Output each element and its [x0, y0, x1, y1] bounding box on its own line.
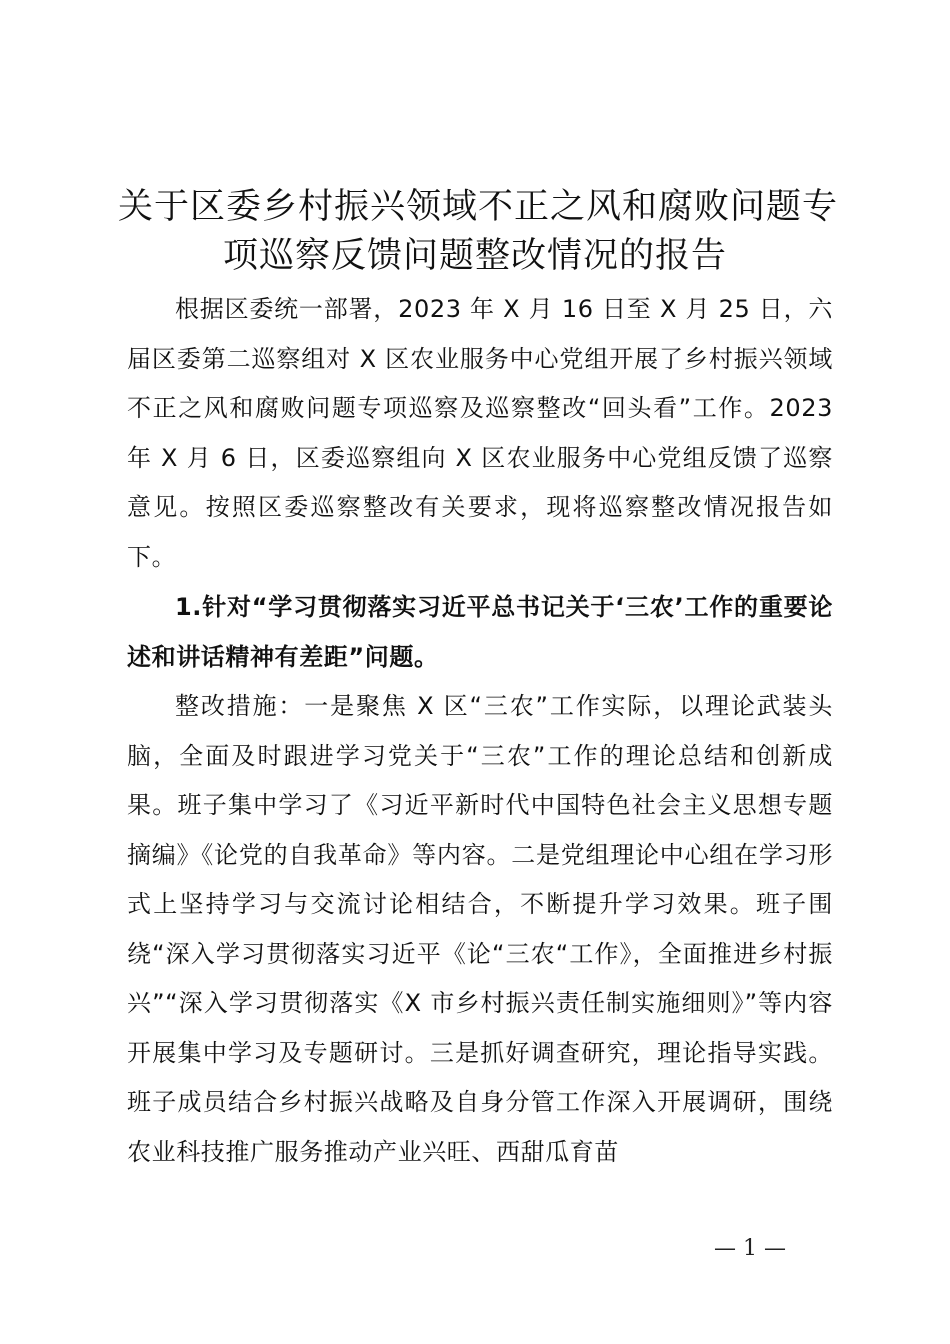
title-line-2: 项巡察反馈问题整改情况的报告 — [222, 236, 727, 276]
intro-paragraph: 根据区委统一部署，2023 年 X 月 16 日至 X 月 25 日，六届区委第二巡察组对 X 区农业服务中心党组开展了乡村振兴领域不正之风和腐败问题专项巡察及巡察整改“回头看”工作。2023 年 X 月 6 日，区委巡察组向 X 区农业服务中心党组反馈了巡察意见。按照区委巡察整改有关要求，现将巡察整改情况报告如下。 — [127, 295, 833, 571]
document-body — [127, 285, 833, 1177]
page-number: — 1 — — [714, 1236, 786, 1261]
rectification-measures-paragraph: 整改措施：一是聚焦 X 区“三农”工作实际，以理论武装头脑，全面及时跟进学习党关于“三农”工作的理论总结和创新成果。班子集中学习了《习近平新时代中国特色社会主义思想专题摘编》《论党的自我革命》等内容。二是党组理论中心组在学习形式上坚持学习与交流讨论相结合，不断提升学习效果。班子围绕“深入学习贯彻落实习近平《论“三农“工作》，全面推进乡村振兴”“深入学习贯彻落实《X 市乡村振兴责任制实施细则》”等内容开展集中学习及专题研讨。三是抓好调查研究，理论指导实践。班子成员结合乡村振兴战略及自身分管工作深入开展调研，围绕农业科技推广服务推动产业兴旺、西甜瓜育苗 — [127, 692, 833, 1166]
document-title — [118, 183, 839, 281]
section-heading-1: 1.针对“学习贯彻落实习近平总书记关于‘三农’工作的重要论述和讲话精神有差距”问题。 — [127, 593, 833, 671]
title-line-1: 关于区委乡村振兴领域不正之风和腐败问题专 — [118, 187, 839, 227]
